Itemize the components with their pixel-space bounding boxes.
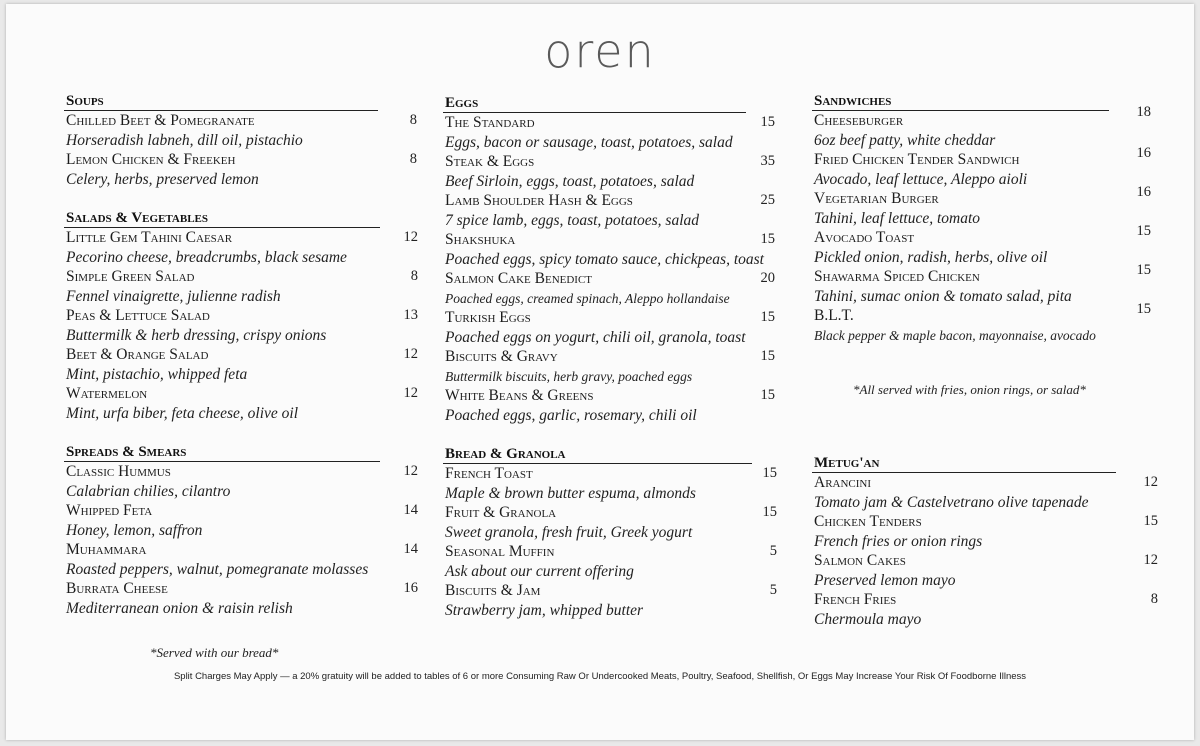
item-price: 25 <box>760 192 775 208</box>
item-price: 20 <box>760 270 775 286</box>
menu-item <box>812 512 1158 551</box>
item-price: 16 <box>403 580 418 596</box>
item-name: Arancini <box>814 474 872 491</box>
menu-item <box>64 345 418 384</box>
item-description: Chermoula mayo <box>814 610 922 628</box>
item-description: Pecorino cheese, breadcrumbs, black sesame <box>66 248 347 266</box>
item-price: 16 <box>1136 145 1151 161</box>
item-name: Salmon Cake Benedict <box>445 270 593 287</box>
item-price: 15 <box>760 231 775 247</box>
item-name: Simple Green Salad <box>66 268 195 285</box>
section-title: Eggs <box>443 94 746 113</box>
item-price: 18 <box>1136 104 1151 120</box>
item-description: Avocado, leaf lettuce, Aleppo aioli <box>814 170 1028 188</box>
item-description: Celery, herbs, preserved lemon <box>66 170 259 188</box>
item-price: 12 <box>403 463 418 479</box>
item-name: Biscuits & Jam <box>445 582 541 599</box>
menu-item <box>443 503 777 542</box>
item-price: 15 <box>1136 262 1151 278</box>
item-price: 14 <box>403 502 418 518</box>
item-price: 13 <box>403 307 418 323</box>
item-description: Mediterranean onion & raisin relish <box>66 599 293 617</box>
item-price: 12 <box>403 385 418 401</box>
item-name: Steak & Eggs <box>445 153 535 170</box>
item-price: 15 <box>1136 223 1151 239</box>
item-description: Tomato jam & Castelvetrano olive tapenade <box>814 493 1089 511</box>
menu-item <box>812 104 1151 150</box>
menu-item <box>443 113 775 152</box>
footer-disclaimer: Split Charges May Apply — a 20% gratuity will be added to tables of 6 or more Consuming Raw Or Undercooked Meats, Poultry, Seafood, Shellfish, Or Eggs May Increase Your Risk Of Foodborne Illness <box>173 671 1027 682</box>
item-price: 15 <box>1143 513 1158 529</box>
menu-item <box>443 386 775 425</box>
menu-item <box>812 473 1158 512</box>
section-sandwiches <box>812 92 1151 345</box>
item-description: Sweet granola, fresh fruit, Greek yogurt <box>445 523 693 541</box>
menu-item <box>443 269 775 308</box>
item-name: The Standard <box>445 114 535 131</box>
menu-item <box>812 184 1151 228</box>
item-price: 15 <box>760 387 775 403</box>
item-name: Salmon Cakes <box>814 552 906 569</box>
item-description: Poached eggs on yogurt, chili oil, granola, toast <box>445 328 746 346</box>
item-description: 7 spice lamb, eggs, toast, potatoes, salad <box>445 211 700 229</box>
menu-column-1 <box>64 92 442 618</box>
item-description: Ask about our current offering <box>445 562 634 580</box>
item-price: 5 <box>769 543 777 559</box>
item-name: Biscuits & Gravy <box>445 348 558 365</box>
item-name: Little Gem Tahini Caesar <box>66 229 233 246</box>
item-description: Eggs, bacon or sausage, toast, potatoes, salad <box>445 133 733 151</box>
menu-item <box>443 581 777 620</box>
section-title: Spreads & Smears <box>64 443 380 462</box>
item-name: Turkish Eggs <box>445 309 531 326</box>
item-description: Buttermilk biscuits, herb gravy, poached eggs <box>445 368 693 384</box>
item-price: 15 <box>762 504 777 520</box>
item-name: French Toast <box>445 465 533 482</box>
item-price: 15 <box>760 348 775 364</box>
menu-column-3 <box>812 92 1162 629</box>
item-name: B.L.T. <box>814 307 854 324</box>
menu-item <box>64 540 418 579</box>
item-description: Mint, urfa biber, feta cheese, olive oil <box>66 404 299 422</box>
item-price: 8 <box>410 268 418 284</box>
menu-item <box>64 306 418 345</box>
menu-item <box>812 551 1158 590</box>
item-description: Horseradish labneh, dill oil, pistachio <box>66 131 303 149</box>
item-price: 15 <box>762 465 777 481</box>
item-description: Buttermilk & herb dressing, crispy onions <box>66 326 327 344</box>
item-name: Classic Hummus <box>66 463 171 480</box>
item-name: Chicken Tenders <box>814 513 922 530</box>
item-price: 15 <box>1136 301 1151 317</box>
menu-item <box>64 150 417 189</box>
menu-item <box>443 230 775 269</box>
menu-item <box>64 501 418 540</box>
item-name: Muhammara <box>66 541 147 558</box>
item-description: Tahini, leaf lettuce, tomato <box>814 209 981 227</box>
section-eggs <box>443 94 775 425</box>
item-description: Poached eggs, garlic, rosemary, chili oil <box>445 406 697 424</box>
item-price: 8 <box>409 112 417 128</box>
item-description: Calabrian chilies, cilantro <box>66 482 231 500</box>
item-price: 16 <box>1136 184 1151 200</box>
item-description: Preserved lemon mayo <box>814 571 956 589</box>
menu-item <box>64 228 418 267</box>
menu-item <box>64 111 417 150</box>
menu-column-2 <box>443 94 788 620</box>
item-name: Chilled Beet & Pomegranate <box>66 112 255 129</box>
menu-item <box>64 267 418 306</box>
item-description: Beef Sirloin, eggs, toast, potatoes, salad <box>445 172 695 190</box>
item-name: Burrata Cheese <box>66 580 168 597</box>
item-name: Cheeseburger <box>814 112 904 129</box>
item-price: 12 <box>403 346 418 362</box>
menu-item <box>443 542 777 581</box>
item-price: 5 <box>769 582 777 598</box>
sides-note: *All served with fries, onion rings, or salad* <box>853 382 1086 397</box>
menu-item <box>64 462 418 501</box>
item-price: 12 <box>1143 552 1158 568</box>
bread-note: *Served with our bread* <box>150 645 279 660</box>
menu-item <box>443 191 775 230</box>
section-title: Sandwiches <box>812 92 1109 111</box>
item-description: Mint, pistachio, whipped feta <box>66 365 248 383</box>
item-name: Beet & Orange Salad <box>66 346 209 363</box>
item-description: Fennel vinaigrette, julienne radish <box>66 287 281 305</box>
item-price: 35 <box>760 153 775 169</box>
section-title: Bread & Granola <box>443 445 752 464</box>
item-name: White Beans & Greens <box>445 387 594 404</box>
menu-item <box>64 384 418 423</box>
item-name: Seasonal Muffin <box>445 543 555 560</box>
menu-item <box>64 579 418 618</box>
item-name: Shawarma Spiced Chicken <box>814 268 980 285</box>
section-title: Salads & Vegetables <box>64 209 380 228</box>
item-price: 12 <box>1143 474 1158 490</box>
item-description: Poached eggs, creamed spinach, Aleppo hollandaise <box>445 290 730 306</box>
item-description: Roasted peppers, walnut, pomegranate molasses <box>66 560 369 578</box>
item-description: Honey, lemon, saffron <box>66 521 203 539</box>
menu-item <box>812 262 1151 306</box>
item-description: Strawberry jam, whipped butter <box>445 601 644 619</box>
item-description: Pickled onion, radish, herbs, olive oil <box>814 248 1048 266</box>
menu-item <box>812 590 1158 629</box>
item-name: Watermelon <box>66 385 148 402</box>
brand-logo: oren <box>544 24 656 78</box>
section-title: Metug'an <box>812 454 1116 473</box>
item-name: Whipped Feta <box>66 502 153 519</box>
item-name: Shakshuka <box>445 231 516 248</box>
section-title: Soups <box>64 92 378 111</box>
section-salads-vegetables <box>64 209 418 423</box>
menu-item <box>443 464 777 503</box>
item-name: Vegetarian Burger <box>814 190 939 207</box>
item-description: Tahini, sumac onion & tomato salad, pita <box>814 287 1072 305</box>
section-soups <box>64 92 417 189</box>
item-price: 8 <box>1150 591 1158 607</box>
section-metugan <box>812 454 1158 629</box>
section-spreads-smears <box>64 443 418 618</box>
item-price: 15 <box>760 309 775 325</box>
item-name: Peas & Lettuce Salad <box>66 307 210 324</box>
item-price: 12 <box>403 229 418 245</box>
item-name: Fried Chicken Tender Sandwich <box>814 151 1020 168</box>
item-description: Poached eggs, spicy tomato sauce, chickpeas, toast <box>445 250 764 268</box>
item-name: Lemon Chicken & Freekeh <box>66 151 236 168</box>
item-name: Avocado Toast <box>814 229 915 246</box>
item-description: Maple & brown butter espuma, almonds <box>445 484 696 502</box>
item-price: 14 <box>403 541 418 557</box>
item-description: French fries or onion rings <box>814 532 983 550</box>
item-price: 15 <box>760 114 775 130</box>
menu-item <box>812 301 1151 345</box>
item-price: 8 <box>409 151 417 167</box>
item-description: Black pepper & maple bacon, mayonnaise, avocado <box>814 327 1096 343</box>
item-description: 6oz beef patty, white cheddar <box>814 131 996 149</box>
item-name: French Fries <box>814 591 897 608</box>
item-name: Fruit & Granola <box>445 504 557 521</box>
menu-item <box>443 347 775 386</box>
menu-item <box>812 223 1151 267</box>
item-name: Lamb Shoulder Hash & Eggs <box>445 192 633 209</box>
menu-item <box>443 308 775 347</box>
menu-item <box>443 152 775 191</box>
section-bread-granola <box>443 445 777 620</box>
menu-item <box>812 145 1151 189</box>
